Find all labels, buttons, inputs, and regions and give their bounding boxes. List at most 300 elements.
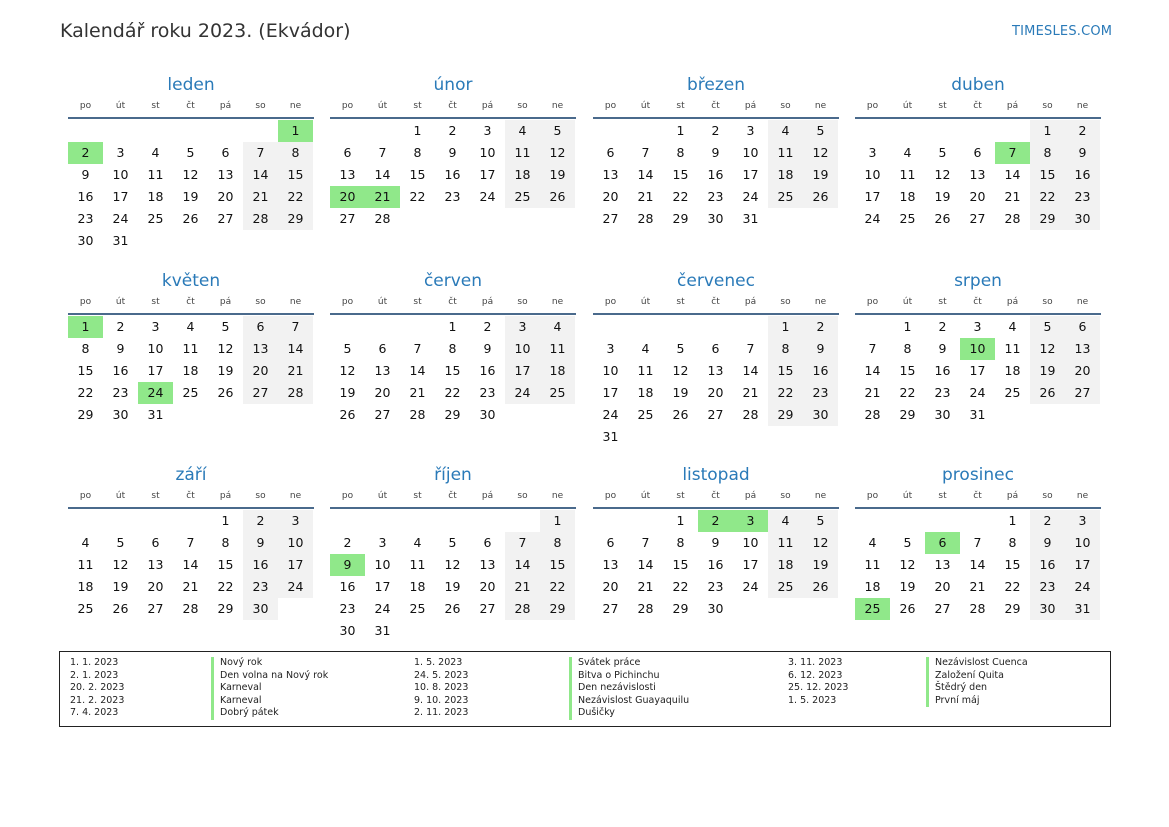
day-cell: 30 [707, 211, 724, 226]
day-cell: 21 [1004, 189, 1021, 204]
day-cell: 13 [479, 557, 496, 572]
day-cell: 8 [676, 535, 685, 550]
day-cell: 23 [479, 385, 496, 400]
day-cell: 28 [409, 407, 426, 422]
day-cell: 17 [864, 189, 881, 204]
holiday-name: Den nezávislosti [569, 682, 656, 695]
day-cell: 7 [868, 341, 877, 356]
day-cell: 2 [938, 319, 947, 334]
holiday-day-cell: 3 [733, 510, 768, 532]
day-cell: 20 [934, 579, 951, 594]
day-cell: 15 [540, 554, 575, 576]
day-cell: 22 [1004, 579, 1021, 594]
weekday-label: st [151, 297, 160, 307]
month-block [593, 271, 839, 461]
day-cell: 24 [969, 385, 986, 400]
weekday-label: po [866, 491, 879, 501]
day-cell: 16 [112, 363, 129, 378]
day-cell: 11 [147, 167, 164, 182]
weekday-label: čt [711, 491, 720, 501]
holiday-day-cell: 24 [138, 382, 173, 404]
weekday-label: ne [1076, 297, 1089, 307]
day-cell: 28 [374, 211, 391, 226]
day-cell: 15 [444, 363, 461, 378]
holiday-date: 24. 5. 2023 [414, 669, 469, 681]
holiday-name: Den volna na Nový rok [211, 670, 328, 683]
day-cell: 29 [1004, 601, 1021, 616]
day-cell: 28 [182, 601, 199, 616]
holiday-day-cell: 9 [330, 554, 365, 576]
day-cell: 26 [672, 407, 689, 422]
weekday-label: st [938, 101, 947, 111]
day-cell: 17 [479, 167, 496, 182]
weekday-label: ne [551, 297, 564, 307]
day-cell: 11 [505, 142, 540, 164]
day-cell: 2 [116, 319, 125, 334]
day-cell: 9 [116, 341, 125, 356]
day-cell: 4 [641, 341, 650, 356]
day-cell: 19 [217, 363, 234, 378]
weekday-label: so [517, 297, 528, 307]
weekday-label: st [413, 491, 422, 501]
day-cell: 21 [742, 385, 759, 400]
day-cell: 10 [112, 167, 129, 182]
weekday-label: po [866, 101, 879, 111]
weekday-label: út [115, 297, 126, 307]
day-cell: 6 [1065, 316, 1100, 338]
day-cell: 30 [339, 623, 356, 638]
day-cell: 2 [711, 123, 720, 138]
weekday-label: ne [551, 101, 564, 111]
day-cell: 16 [803, 360, 838, 382]
holiday-legend [59, 651, 1111, 727]
day-cell: 28 [1004, 211, 1021, 226]
day-cell: 26 [444, 601, 461, 616]
day-cell: 30 [243, 598, 278, 620]
weekday-label: čt [711, 101, 720, 111]
day-cell: 19 [899, 579, 916, 594]
weekday-label: út [377, 297, 388, 307]
day-cell: 20 [217, 189, 234, 204]
holiday-day-cell: 6 [925, 532, 960, 554]
weekday-label: so [780, 297, 791, 307]
day-cell: 13 [707, 363, 724, 378]
day-cell: 1 [448, 319, 457, 334]
weekday-label: st [151, 491, 160, 501]
day-cell: 30 [1065, 208, 1100, 230]
weekday-label: čt [186, 101, 195, 111]
day-cell: 3 [278, 510, 313, 532]
day-cell: 14 [182, 557, 199, 572]
day-cell: 27 [147, 601, 164, 616]
day-cell: 22 [899, 385, 916, 400]
day-cell: 18 [77, 579, 94, 594]
weekday-label: út [640, 491, 651, 501]
day-cell: 26 [803, 576, 838, 598]
day-cell: 18 [540, 360, 575, 382]
day-cell: 23 [339, 601, 356, 616]
day-cell: 17 [374, 579, 391, 594]
holiday-name: Založení Quita [926, 670, 1004, 683]
day-cell: 17 [742, 557, 759, 572]
month-name: červen [423, 271, 483, 291]
day-cell: 25 [768, 576, 803, 598]
day-cell: 26 [934, 211, 951, 226]
day-cell: 18 [768, 164, 803, 186]
day-cell: 6 [973, 145, 982, 160]
day-cell: 12 [672, 363, 689, 378]
day-cell: 19 [182, 189, 199, 204]
day-cell: 7 [505, 532, 540, 554]
holiday-name: Bitva o Pichinchu [569, 670, 660, 683]
holiday-date: 7. 4. 2023 [70, 707, 119, 718]
holiday-name: Dušičky [569, 707, 615, 720]
weekday-header [68, 491, 314, 503]
day-cell: 12 [803, 532, 838, 554]
weekday-header [68, 297, 314, 309]
month-block [330, 465, 576, 655]
holiday-date: 10. 8. 2023 [414, 682, 469, 693]
day-cell: 23 [1030, 576, 1065, 598]
day-cell: 30 [934, 407, 951, 422]
weekday-label: út [640, 297, 651, 307]
day-cell: 26 [182, 211, 199, 226]
weekday-label: po [604, 297, 617, 307]
day-cell: 25 [182, 385, 199, 400]
day-cell: 19 [112, 579, 129, 594]
day-cell: 5 [938, 145, 947, 160]
day-cell: 4 [768, 120, 803, 142]
day-cell: 20 [147, 579, 164, 594]
day-cell: 6 [483, 535, 492, 550]
weekday-label: po [341, 491, 354, 501]
holiday-day-cell: 2 [68, 142, 103, 164]
day-cell: 1 [676, 123, 685, 138]
day-cell: 5 [903, 535, 912, 550]
day-cell: 12 [112, 557, 129, 572]
day-cell: 23 [444, 189, 461, 204]
day-cell: 16 [1030, 554, 1065, 576]
day-cell: 30 [707, 601, 724, 616]
weekday-label: út [377, 491, 388, 501]
weekday-label: čt [448, 491, 457, 501]
day-cell: 24 [1065, 576, 1100, 598]
day-cell: 31 [1065, 598, 1100, 620]
weekday-label: po [341, 101, 354, 111]
day-cell: 7 [746, 341, 755, 356]
day-cell: 15 [1030, 164, 1065, 186]
month-divider [855, 507, 1101, 509]
day-cell: 6 [711, 341, 720, 356]
holiday-name: První máj [926, 695, 980, 708]
day-cell: 2 [1030, 510, 1065, 532]
weekday-label: po [79, 491, 92, 501]
day-cell: 4 [505, 120, 540, 142]
month-block [68, 271, 314, 461]
day-cell: 2 [448, 123, 457, 138]
weekday-label: so [1042, 491, 1053, 501]
weekday-label: st [151, 101, 160, 111]
day-cell: 22 [217, 579, 234, 594]
day-cell: 22 [768, 382, 803, 404]
holiday-date: 6. 12. 2023 [788, 669, 843, 681]
day-cell: 11 [899, 167, 916, 182]
day-cell: 10 [742, 535, 759, 550]
day-cell: 9 [711, 145, 720, 160]
weekday-label: pá [1006, 297, 1019, 307]
day-cell: 28 [243, 208, 278, 230]
month-block [855, 465, 1101, 655]
day-cell: 3 [378, 535, 387, 550]
day-cell: 14 [864, 363, 881, 378]
day-cell: 5 [186, 145, 195, 160]
day-cell: 13 [969, 167, 986, 182]
weekday-label: so [1042, 101, 1053, 111]
weekday-label: ne [814, 491, 827, 501]
weekday-label: ne [1076, 491, 1089, 501]
day-cell: 24 [505, 382, 540, 404]
month-block [330, 271, 576, 461]
day-cell: 14 [374, 167, 391, 182]
day-cell: 31 [969, 407, 986, 422]
holiday-day-cell: 1 [68, 316, 103, 338]
day-cell: 23 [112, 385, 129, 400]
day-cell: 29 [278, 208, 313, 230]
weekday-label: čt [973, 101, 982, 111]
day-cell: 18 [409, 579, 426, 594]
day-cell: 8 [768, 338, 803, 360]
day-cell: 27 [602, 211, 619, 226]
day-cell: 7 [243, 142, 278, 164]
day-cell: 3 [606, 341, 615, 356]
day-cell: 20 [602, 579, 619, 594]
day-cell: 13 [243, 338, 278, 360]
day-cell: 20 [479, 579, 496, 594]
weekday-label: pá [744, 297, 757, 307]
day-cell: 12 [444, 557, 461, 572]
weekday-header [330, 101, 576, 113]
month-name: únor [433, 75, 473, 95]
day-cell: 11 [182, 341, 199, 356]
day-cell: 24 [278, 576, 313, 598]
weekday-label: so [780, 101, 791, 111]
holiday-name: Svátek práce [569, 657, 640, 670]
day-cell: 11 [768, 142, 803, 164]
holiday-day-cell: 1 [278, 120, 313, 142]
day-cell: 6 [343, 145, 352, 160]
weekday-label: čt [186, 297, 195, 307]
day-cell: 15 [77, 363, 94, 378]
day-cell: 16 [243, 554, 278, 576]
day-cell: 9 [711, 535, 720, 550]
day-cell: 3 [973, 319, 982, 334]
day-cell: 18 [899, 189, 916, 204]
day-cell: 27 [479, 601, 496, 616]
day-cell: 11 [864, 557, 881, 572]
day-cell: 8 [903, 341, 912, 356]
day-cell: 3 [116, 145, 125, 160]
day-cell: 7 [413, 341, 422, 356]
weekday-label: so [517, 491, 528, 501]
day-cell: 24 [112, 211, 129, 226]
month-divider [330, 507, 576, 509]
weekday-label: st [938, 491, 947, 501]
weekday-label: út [902, 101, 913, 111]
day-cell: 29 [768, 404, 803, 426]
day-cell: 4 [151, 145, 160, 160]
month-block [68, 465, 314, 655]
day-cell: 21 [243, 186, 278, 208]
day-cell: 1 [1030, 120, 1065, 142]
month-divider [855, 117, 1101, 119]
day-cell: 8 [448, 341, 457, 356]
holiday-date: 1. 5. 2023 [414, 657, 463, 668]
month-name: březen [686, 75, 746, 95]
day-cell: 19 [672, 385, 689, 400]
day-cell: 18 [637, 385, 654, 400]
day-cell: 6 [221, 145, 230, 160]
day-cell: 31 [602, 429, 619, 444]
weekday-label: po [604, 101, 617, 111]
weekday-header [593, 491, 839, 503]
day-cell: 25 [147, 211, 164, 226]
holiday-day-cell: 10 [960, 338, 995, 360]
day-cell: 28 [969, 601, 986, 616]
day-cell: 3 [868, 145, 877, 160]
day-cell: 12 [934, 167, 951, 182]
day-cell: 19 [540, 164, 575, 186]
weekday-label: pá [481, 491, 494, 501]
holiday-name: Nezávislost Cuenca [926, 657, 1028, 670]
day-cell: 17 [742, 167, 759, 182]
holiday-date: 2. 11. 2023 [414, 707, 469, 718]
day-cell: 11 [1004, 341, 1021, 356]
day-cell: 18 [864, 579, 881, 594]
weekday-label: so [255, 297, 266, 307]
weekday-label: ne [289, 297, 302, 307]
day-cell: 13 [934, 557, 951, 572]
weekday-label: ne [1076, 101, 1089, 111]
day-cell: 15 [217, 557, 234, 572]
day-cell: 15 [899, 363, 916, 378]
day-cell: 10 [742, 145, 759, 160]
day-cell: 21 [864, 385, 881, 400]
month-divider [330, 117, 576, 119]
weekday-label: čt [973, 297, 982, 307]
day-cell: 30 [479, 407, 496, 422]
day-cell: 19 [339, 385, 356, 400]
weekday-label: út [115, 101, 126, 111]
holiday-date: 25. 12. 2023 [788, 682, 849, 693]
day-cell: 25 [1004, 385, 1021, 400]
day-cell: 16 [1065, 164, 1100, 186]
day-cell: 22 [672, 189, 689, 204]
day-cell: 29 [540, 598, 575, 620]
weekday-label: so [1042, 297, 1053, 307]
month-name: červenec [677, 271, 755, 291]
day-cell: 4 [903, 145, 912, 160]
day-cell: 11 [637, 363, 654, 378]
brand-link[interactable]: TIMESLES.COM [1012, 24, 1113, 39]
day-cell: 1 [413, 123, 422, 138]
weekday-label: út [640, 101, 651, 111]
day-cell: 27 [339, 211, 356, 226]
day-cell: 23 [934, 385, 951, 400]
day-cell: 9 [803, 338, 838, 360]
day-cell: 14 [637, 167, 654, 182]
month-block [330, 75, 576, 265]
day-cell: 4 [768, 510, 803, 532]
day-cell: 10 [1065, 532, 1100, 554]
day-cell: 24 [864, 211, 881, 226]
holiday-date: 3. 11. 2023 [788, 657, 843, 668]
day-cell: 11 [540, 338, 575, 360]
weekday-label: út [115, 491, 126, 501]
day-cell: 12 [339, 363, 356, 378]
day-cell: 7 [378, 145, 387, 160]
month-divider [593, 507, 839, 509]
day-cell: 3 [1065, 510, 1100, 532]
day-cell: 21 [637, 189, 654, 204]
day-cell: 13 [602, 557, 619, 572]
weekday-label: so [255, 101, 266, 111]
day-cell: 18 [768, 554, 803, 576]
day-cell: 24 [602, 407, 619, 422]
day-cell: 8 [221, 535, 230, 550]
day-cell: 9 [243, 532, 278, 554]
weekday-label: po [604, 491, 617, 501]
day-cell: 3 [505, 316, 540, 338]
holiday-name: Štědrý den [926, 682, 987, 695]
day-cell: 13 [602, 167, 619, 182]
weekday-label: st [413, 297, 422, 307]
day-cell: 2 [803, 316, 838, 338]
day-cell: 7 [973, 535, 982, 550]
day-cell: 7 [641, 145, 650, 160]
day-cell: 22 [672, 579, 689, 594]
day-cell: 8 [413, 145, 422, 160]
weekday-label: st [938, 297, 947, 307]
weekday-label: čt [448, 101, 457, 111]
day-cell: 8 [676, 145, 685, 160]
day-cell: 14 [243, 164, 278, 186]
day-cell: 14 [409, 363, 426, 378]
weekday-label: čt [711, 297, 720, 307]
holiday-date: 21. 2. 2023 [70, 694, 125, 706]
day-cell: 20 [243, 360, 278, 382]
holiday-name: Nový rok [211, 657, 262, 670]
day-cell: 20 [969, 189, 986, 204]
weekday-header [330, 491, 576, 503]
day-cell: 4 [868, 535, 877, 550]
month-divider [593, 313, 839, 315]
day-cell: 22 [278, 186, 313, 208]
day-cell: 13 [147, 557, 164, 572]
day-cell: 26 [540, 186, 575, 208]
day-cell: 27 [243, 382, 278, 404]
day-cell: 28 [864, 407, 881, 422]
day-cell: 22 [409, 189, 426, 204]
weekday-label: so [255, 491, 266, 501]
day-cell: 9 [81, 167, 90, 182]
weekday-label: ne [289, 101, 302, 111]
holiday-day-cell: 7 [995, 142, 1030, 164]
month-divider [330, 313, 576, 315]
day-cell: 13 [217, 167, 234, 182]
month-name: květen [161, 271, 221, 291]
day-cell: 1 [768, 316, 803, 338]
day-cell: 28 [637, 211, 654, 226]
